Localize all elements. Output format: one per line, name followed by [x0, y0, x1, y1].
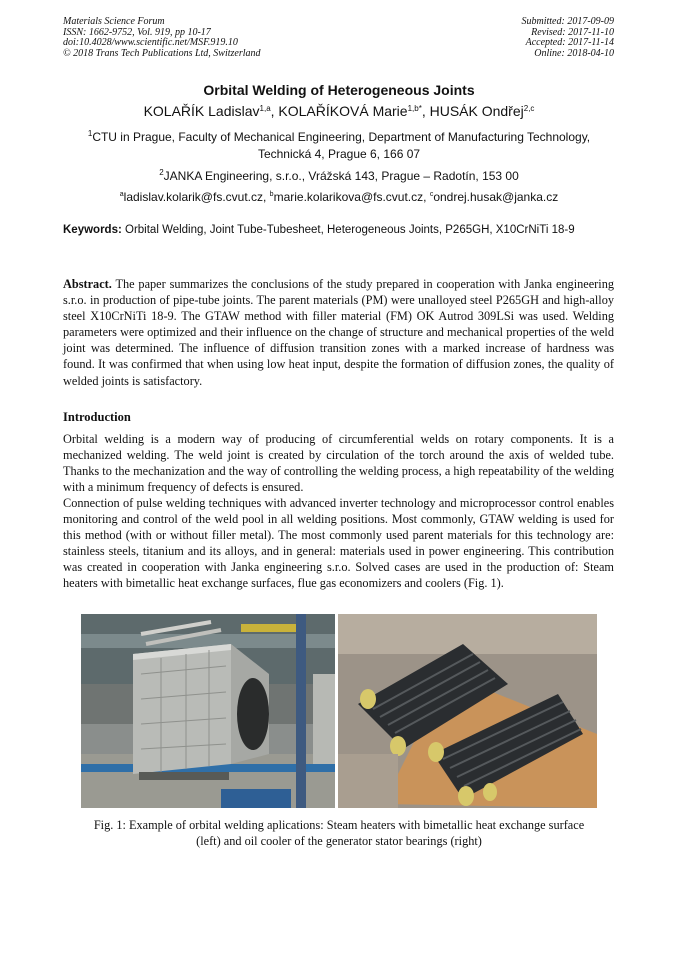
- journal-info: [63, 17, 261, 59]
- paper-title: Orbital Welding of Heterogeneous Joints: [203, 82, 475, 98]
- doi: doi:10.4028/www.scientific.net/MSF.919.10: [63, 37, 238, 49]
- author-affil-sup: 1,b*: [407, 104, 422, 113]
- intro-paragraph-1: Orbital welding is a modern way of producing of circumferential welds on rotary components. It is a mechanized welding. The weld joint is created by circulation of the torch around the axis of welded tube. Thanks to the mechanization and the way of controlling the welding process, a high repeatability of the welding with a minimum frequency of defects is ensured.: [63, 432, 614, 495]
- submitted-date: Submitted: 2017-09-09: [521, 16, 614, 27]
- section-heading: Introduction: [63, 410, 131, 424]
- journal-name: Materials Science Forum: [63, 16, 165, 27]
- issn: ISSN: 1662-9752, Vol. 919, pp 10-17: [63, 26, 211, 38]
- revised-date: Revised: 2017-11-10: [531, 26, 614, 38]
- abstract: [63, 276, 614, 389]
- author-affil-sup: 1,a: [259, 104, 271, 113]
- author-affil-sup: 2,c: [523, 104, 535, 113]
- online-date: Online: 2018-04-10: [534, 47, 614, 59]
- author-name: KOLAŘÍKOVÁ Marie: [278, 103, 408, 119]
- email-link[interactable]: ladislav.kolarik@fs.cvut.cz,: [123, 190, 270, 204]
- author-emails: $^a$ladislav.kolarik@fs.cvut.cz, $^b$marie.kolarikova@fs.cvut.cz, $^c$ondrej.husak@janka.cz: [119, 190, 559, 204]
- author-separator: ,: [421, 103, 430, 119]
- affiliation-1: $^1$CTU in Prague, Faculty of Mechanical Engineering, Department of Manufacturing Technology, Technická 4, Prague 6, 166 07: [87, 129, 591, 161]
- email-link[interactable]: marie.kolarikova@fs.cvut.cz,: [273, 190, 430, 204]
- author-name: HUSÁK Ondřej: [429, 103, 524, 119]
- accepted-date: Accepted: 2017-11-14: [525, 37, 614, 49]
- keywords: [63, 222, 614, 238]
- oil-cooler-photo: [338, 614, 597, 808]
- keywords-text: Orbital Welding, Joint Tube-Tubesheet, Heterogeneous Joints, P265GH, X10CrNiTi 18-9: [125, 224, 575, 236]
- affiliation-2: $^2$JANKA Engineering, s.r.o., Vrážská 143, Prague – Radotín, 153 00: [159, 168, 519, 183]
- steam-heater-photo: [81, 614, 335, 808]
- copyright: © 2018 Trans Tech Publications Ltd, Switzerland: [63, 47, 261, 59]
- author-separator: ,: [270, 103, 279, 119]
- abstract-label: Abstract.: [63, 277, 112, 291]
- author-name: KOLAŘÍK Ladislav: [143, 103, 260, 119]
- keywords-label: Keywords:: [63, 224, 122, 236]
- abstract-text: The paper summarizes the conclusions of the study prepared in cooperation with Janka engineering s.r.o. in production of pipe-tube joints. The parent materials (PM) were unalloyed steel P265GH and high-alloy steel X10CrNiTi 18-9. The GTAW method with filler material (FM) OK Autrod 309LSi was used. Welding parameters were optimized and their influence on the change of structure and mechanical properties of the weld joint was determined. The influence of diffusion transition zones with a marked increase of hardness was found. It was confirmed that when using low heat input, despite the formation of diffusion zones, the quality of welded joints is satisfactory.: [63, 277, 614, 388]
- figure-caption: Fig. 1: Example of orbital welding aplications: Steam heaters with bimetallic heat exchange surface (left) and oil cooler of the generator stator bearings (right): [93, 818, 585, 848]
- email-link[interactable]: ondrej.husak@janka.cz: [433, 190, 559, 204]
- intro-paragraph-2: Connection of pulse welding techniques with advanced inverter technology and microprocessor control enables monitoring and control of the weld pool in all welding positions. Most commonly, GTAW welding is used for this method (with or without filler metal). The most commonly used parent materials for this technology are: stainless steels, titanium and its alloys, and in general: materials used in power engineering. This contribution was created in cooperation with Janka engineering s.r.o. Solved cases are used in the production of: Steam heaters with bimetallic heat exchange surfaces, flue gas economizers and coolers (Fig. 1).: [63, 496, 614, 591]
- author-list: [0, 103, 678, 119]
- publication-dates: [522, 17, 615, 59]
